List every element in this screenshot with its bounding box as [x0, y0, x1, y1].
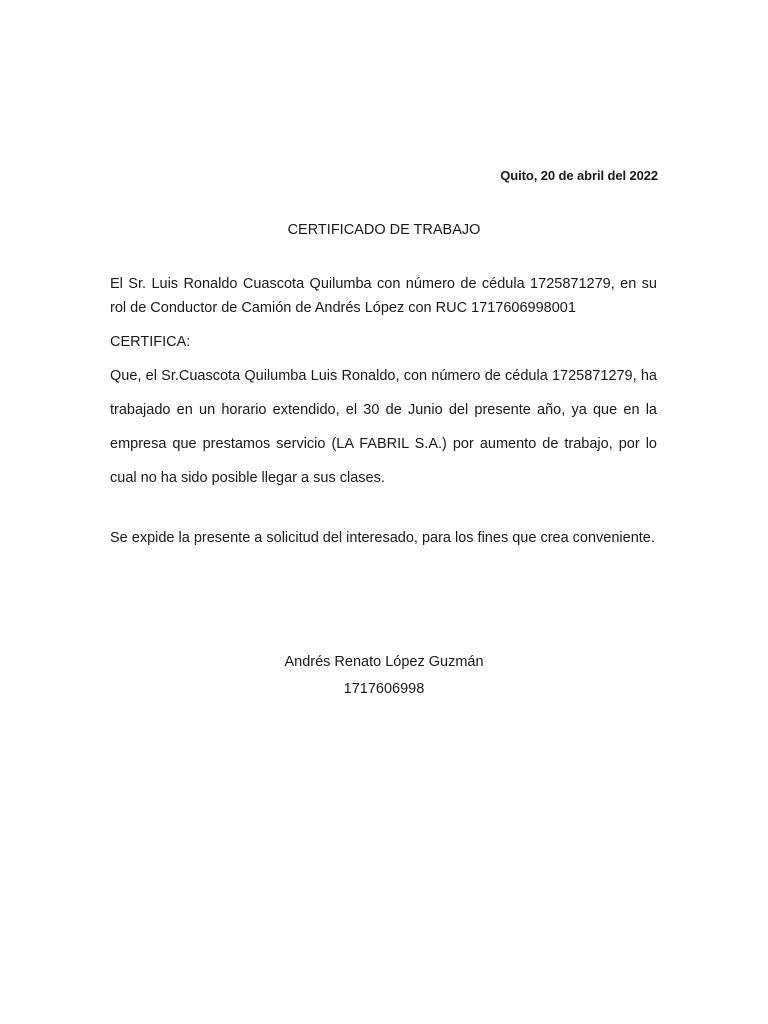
certifica-label: CERTIFICA: — [110, 334, 191, 350]
closing-paragraph: Se expide la presente a solicitud del interesado, para los fines que crea conveniente. — [110, 530, 655, 546]
date-line: Quito, 20 de abril del 2022 — [500, 168, 658, 183]
certification-paragraph: Que, el Sr.Cuascota Quilumba Luis Ronaldo, con número de cédula 1725871279, ha trabajado en un horario extendido, el 30 de Junio del presente año, ya que en la empresa que prestamos servicio (LA FABRIL S.A.) por aumento de trabajo, por lo cual no ha sido posible llegar a sus clases. — [110, 368, 657, 486]
intro-paragraph: El Sr. Luis Ronaldo Cuascota Quilumba con número de cédula 1725871279, en su rol de Conductor de Camión de Andrés López con RUC 1717606998001 — [110, 276, 657, 316]
signer-name: Andrés Renato López Guzmán — [284, 654, 484, 670]
document-title: CERTIFICADO DE TRABAJO — [287, 222, 481, 238]
signer-id: 1717606998 — [343, 681, 425, 697]
